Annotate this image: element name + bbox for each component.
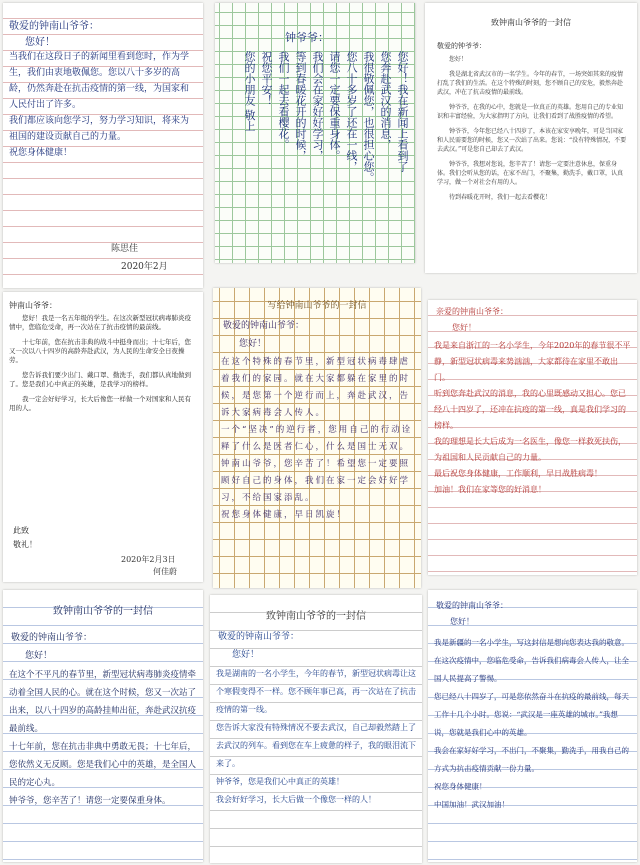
letter-4-paragraph: 十七年前，您在抗击非典的战斗中挺身而出；十七年后，您又一次以八十四岁的高龄奔赴武汉，为人民的生命安全日夜操劳。 — [9, 338, 191, 364]
letter-7-body: 在这个不平凡的春节里，新型冠状病毒肺炎疫情牵动着全国人民的心。就在这个时候，您又一次站了出来，以八十四岁的高龄挂帅出征，奔赴武汉抗疫最前线。 十七年前，您在抗击非典中勇敢无畏；十七年后，您依然义无反顾。您是我们心中的英雄，是全国人民的定心丸。 钟爷爷，您辛苦了！请您一定要保重身体。 — [9, 670, 197, 806]
letter-1-greeting: 您好！ — [25, 37, 55, 48]
letter-2-column: 您奔赴武汉的消息， — [379, 51, 392, 150]
letter-9-greeting: 您好！ — [450, 617, 474, 626]
letter-1-date: 2020年2月 — [121, 262, 168, 272]
letter-4-salutation: 钟南山爷爷： — [9, 301, 57, 310]
letter-1-salutation: 敬爱的钟南山爷爷： — [9, 21, 99, 32]
letter-4-closing: 此致 敬礼！ — [13, 526, 37, 549]
letter-6-salutation: 亲爱的钟南山爷爷： — [436, 307, 508, 316]
letter-2-column: 您好！我在新闻上看到了 — [396, 51, 409, 172]
letter-4-paragraph: 您好！我是一名五年级的学生。在这次新型冠状病毒肺炎疫情中，您临危受命，再一次站在了抗击疫情的最前线。 — [9, 314, 191, 331]
letter-5-body: 在这个特殊的春节里，新型冠状病毒肆虐着我们的家园。就在大家都躲在家里的时候，是您第一个逆行而上，奔赴武汉，告诉大家病毒会人传人。 一个“坚决”的逆行者，您用自己的行动诠释了什么是医者仁心，什么是国士无双。 钟南山爷爷，您辛苦了！希望您一定要照顾好自己的身体，我们在家一定会好好学习，不给国家添乱。 祝您身体健康，早日凯旋！ — [221, 357, 413, 520]
letter-sheet-3 — [425, 3, 637, 273]
letter-sheet-4 — [3, 292, 203, 582]
letter-2-column: 我们一起去看樱花。 — [277, 51, 290, 150]
letter-sheet-2 — [215, 3, 415, 263]
letter-4-paragraph: 您告诉我们要少出门、戴口罩、勤洗手，我们都认真地做到了。您是我们心中真正的英雄，是我学习的榜样。 — [9, 371, 191, 388]
letter-4-body — [9, 314, 197, 524]
letter-3-paragraph: 您好！ — [449, 56, 468, 63]
letter-8-salutation: 敬爱的钟南山爷爷： — [218, 632, 300, 642]
letter-8-greeting: 您好！ — [232, 650, 260, 660]
letter-8-body: 我是湖南的一名小学生，今年的春节，新型冠状病毒让这个寒假变得不一样。您不顾年事已高，再一次站在了抗击疫情的第一线。 您告诉大家没有特殊情况不要去武汉，自己却毅然踏上了去武汉的列车。看到您在车上疲惫的样子，我的眼泪流下来了。 钟爷爷，您是我们心中真正的英雄！ 我会好好学习，长大后做一个像您一样的人！ — [216, 669, 416, 804]
letter-5-salutation: 敬爱的钟南山爷爷： — [223, 321, 305, 331]
letter-8-title: 致钟南山爷爷的一封信 — [266, 611, 366, 622]
letter-sheet-9 — [428, 590, 637, 862]
letter-4-paragraph: 我一定会好好学习，长大后像您一样做一个对国家和人民有用的人。 — [9, 395, 191, 412]
letter-9-salutation: 敬爱的钟南山爷爷： — [436, 601, 508, 610]
letter-6-greeting: 您好！ — [452, 323, 476, 332]
letter-2-column: 您的小朋友 敬上 — [243, 51, 256, 132]
letter-7-greeting: 您好！ — [25, 651, 53, 661]
letter-2-header: 钟爷爷： — [285, 31, 329, 44]
letter-1-signature: 陈思佳 — [111, 244, 139, 254]
letter-sheet-5 — [213, 288, 421, 588]
letter-3-body — [437, 55, 627, 208]
letter-3-paragraph: 钟爷爷，我想对您说，您辛苦了！请您一定要注意休息，保重身体。我们会听从您的话，在家不出门，不聚集，勤洗手，戴口罩，认真学习，做一个对社会有用的人。 — [437, 161, 624, 186]
letter-7-salutation: 敬爱的钟南山爷爷： — [11, 633, 93, 643]
letter-4-date: 2020年2月3日 — [121, 555, 176, 564]
letter-3-paragraph: 钟爷爷，今年您已经八十四岁了，本该在家安享晚年，可是当国家和人民需要您的时候，您又一次站了出来。您说：“没有特殊情况，不要去武汉。”可是您自己却去了武汉。 — [437, 128, 627, 153]
letter-3-paragraph: 待到春暖花开时，我们一起去看樱花！ — [449, 194, 552, 201]
letter-3-salutation: 敬爱的钟爷爷： — [437, 42, 486, 50]
letter-sheet-7 — [3, 590, 203, 862]
letter-sheet-8 — [210, 595, 422, 863]
letter-2-column: 祝您平安！ — [260, 51, 273, 106]
letter-3-paragraph: 钟爷爷，在我的心中，您就是一位真正的英雄。您用自己的专业知识和丰富经验，为大家指明了方向，让我们看到了战胜疫情的希望。 — [437, 104, 624, 120]
letter-5-greeting: 您好！ — [239, 339, 267, 349]
letter-2-column: 我很敬佩您，也很担心您。 — [362, 51, 375, 183]
letter-4-signature: 何佳蔚 — [153, 567, 177, 576]
letter-sheet-6 — [428, 300, 637, 575]
letter-3-title: 致钟南山爷爷的一封信 — [491, 18, 571, 27]
letter-2-column: 等到春暖花开的时候， — [294, 51, 307, 161]
letter-9-body: 我是新疆的一名小学生，写这封信是想向您表达我的敬意。在这次疫情中，您临危受命，告诉我们病毒会人传人，让全国人民提高了警惕。 您已经八十四岁了，可是您依然奋斗在抗疫的最前线，每天工作十几个小时。您说：“武汉是一座英雄的城市。”我想说，您就是我们心中的英雄。 我会在家好好学习，不出门，不聚集，勤洗手，用我自己的方式为抗击疫情贡献一份力量。 祝您身体健康！ 中国加油！武汉加油！ — [434, 638, 629, 809]
letter-2-column: 您八十多岁了还在一线， — [345, 51, 358, 172]
letter-1-body: 当我们在这段日子的新闻里看到您时，作为学生，我们由衷地敬佩您。您以八十多岁的高龄，仍然奔赴在抗击疫情的第一线，为国家和人民付出了许多。 我们都应该向您学习，努力学习知识，将来为祖国的建设贡献自己的力量。 祝您身体健康！ — [9, 52, 190, 158]
letter-sheet-1 — [3, 3, 203, 288]
letter-6-body: 我是来自浙江的一名小学生，今年2020年的春节很不平静，新型冠状病毒来势汹汹，大家都待在家里不敢出门。 听到您奔赴武汉的消息，我的心里既感动又担心。您已经八十四岁了，还冲在抗疫的第一线，真是我们学习的榜样。 我的理想是长大后成为一名医生，像您一样救死扶伤，为祖国和人民贡献自己的力量。 最后祝您身体健康，工作顺利，早日战胜病毒！ 加油！我们在家等您的好消息！ — [434, 341, 631, 494]
letter-2-column: 请您一定要保重身体。 — [328, 51, 341, 161]
letter-3-paragraph: 我是湖北省武汉市的一名学生。今年的春节，一场突如其来的疫情打乱了我们的生活。在这个特殊的时刻，您不顾自己的安危，毅然奔赴武汉，冲在了抗击疫情的最前线。 — [437, 71, 624, 96]
letter-2-column: 我们会在家好好学习， — [311, 51, 324, 161]
letter-5-header: 写给钟南山爷爷的一封信 — [267, 301, 367, 311]
letter-7-title: 致钟南山爷爷的一封信 — [53, 606, 153, 617]
letter-2-columns — [223, 51, 409, 251]
